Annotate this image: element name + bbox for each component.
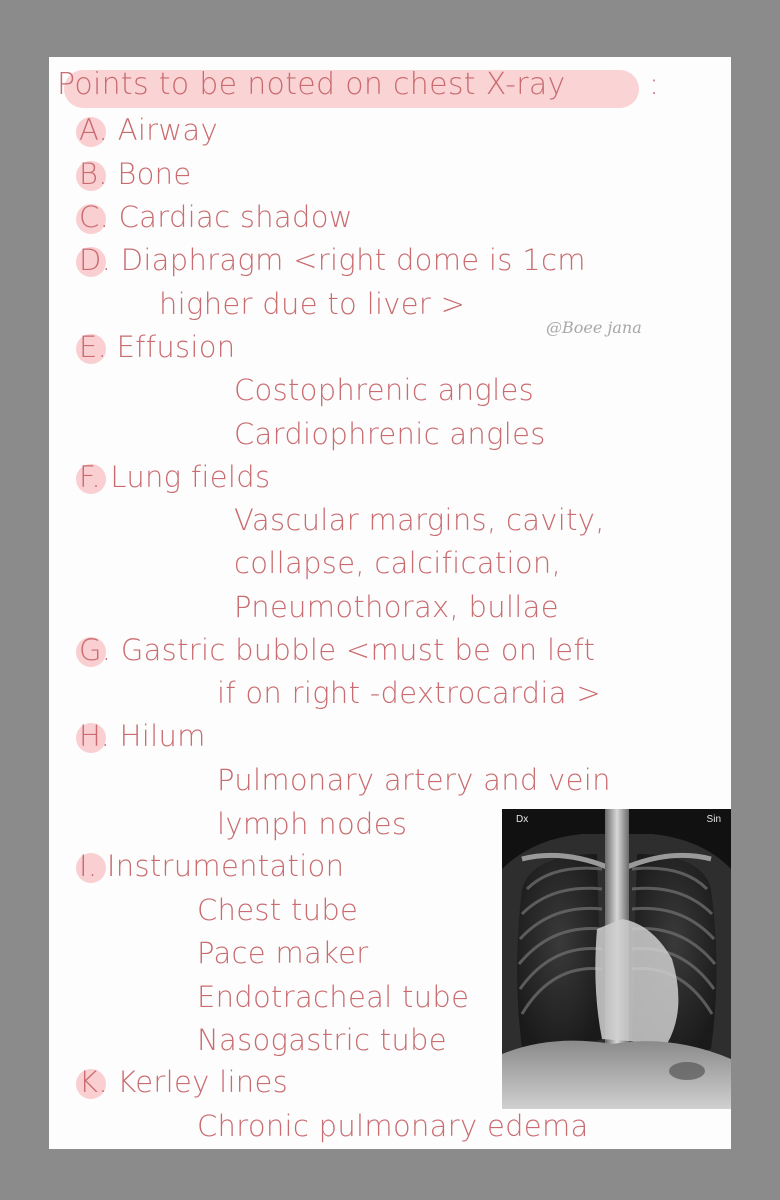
item-detail: higher due to liver > bbox=[159, 287, 466, 321]
item-text: Effusion bbox=[116, 330, 236, 364]
item-letter: D bbox=[79, 243, 102, 277]
list-item-f: F. Lung fields bbox=[79, 460, 271, 494]
item-letter: B bbox=[79, 157, 99, 191]
item-detail: Endotracheal tube bbox=[197, 980, 470, 1014]
item-letter: E bbox=[79, 330, 98, 364]
page-title: Points to be noted on chest X-ray bbox=[57, 67, 566, 102]
list-item-i: I. Instrumentation bbox=[79, 849, 345, 883]
item-text: Diaphragm <right dome is 1cm bbox=[120, 243, 586, 277]
item-detail: Costophrenic angles bbox=[234, 373, 534, 407]
list-item-c: C. Cardiac shadow bbox=[79, 200, 353, 234]
list-item-b: B. Bone bbox=[79, 157, 192, 191]
title-colon: : bbox=[649, 67, 660, 102]
item-detail: Nasogastric tube bbox=[197, 1023, 447, 1057]
item-text: Bone bbox=[117, 157, 192, 191]
item-text: Cardiac shadow bbox=[118, 200, 353, 234]
item-letter: K bbox=[79, 1065, 99, 1099]
list-item-d: D. Diaphragm <right dome is 1cm bbox=[79, 243, 586, 277]
note-page bbox=[49, 57, 731, 1149]
item-detail: Pneumothorax, bullae bbox=[234, 590, 559, 624]
item-letter: F bbox=[79, 460, 92, 494]
xray-label-left: Dx bbox=[516, 814, 529, 825]
item-detail: Pulmonary artery and vein bbox=[217, 763, 611, 797]
item-text: Airway bbox=[117, 113, 218, 147]
item-detail: Chest tube bbox=[197, 893, 359, 927]
chest-xray-image bbox=[502, 809, 731, 1109]
xray-illustration bbox=[502, 809, 731, 1109]
item-text: Lung fields bbox=[110, 460, 271, 494]
item-letter: C bbox=[79, 200, 100, 234]
item-detail: Vascular margins, cavity, bbox=[234, 503, 605, 537]
list-item-g: G. Gastric bubble <must be on left bbox=[79, 633, 596, 667]
item-text: Gastric bubble <must be on left bbox=[120, 633, 596, 667]
item-detail: Pace maker bbox=[197, 936, 369, 970]
item-detail: if on right -dextrocardia > bbox=[217, 676, 601, 710]
item-text: Kerley lines bbox=[117, 1065, 289, 1099]
item-detail: collapse, calcification, bbox=[234, 546, 562, 580]
item-letter: G bbox=[79, 633, 102, 667]
item-detail: Chronic pulmonary edema bbox=[197, 1109, 589, 1143]
list-item-k: K. Kerley lines bbox=[79, 1065, 289, 1099]
item-letter: A bbox=[79, 113, 99, 147]
xray-label-right: Sin bbox=[706, 814, 721, 825]
list-item-a: A. Airway bbox=[79, 113, 218, 147]
list-item-e: E. Effusion bbox=[79, 330, 236, 364]
item-letter: I bbox=[79, 849, 88, 883]
watermark: @Boee jana bbox=[546, 318, 642, 337]
item-detail: lymph nodes bbox=[217, 807, 408, 841]
list-item-h: H. Hilum bbox=[79, 719, 206, 753]
item-text: Instrumentation bbox=[106, 849, 345, 883]
item-detail: Cardiophrenic angles bbox=[234, 417, 546, 451]
item-letter: H bbox=[79, 719, 101, 753]
item-text: Hilum bbox=[119, 719, 206, 753]
